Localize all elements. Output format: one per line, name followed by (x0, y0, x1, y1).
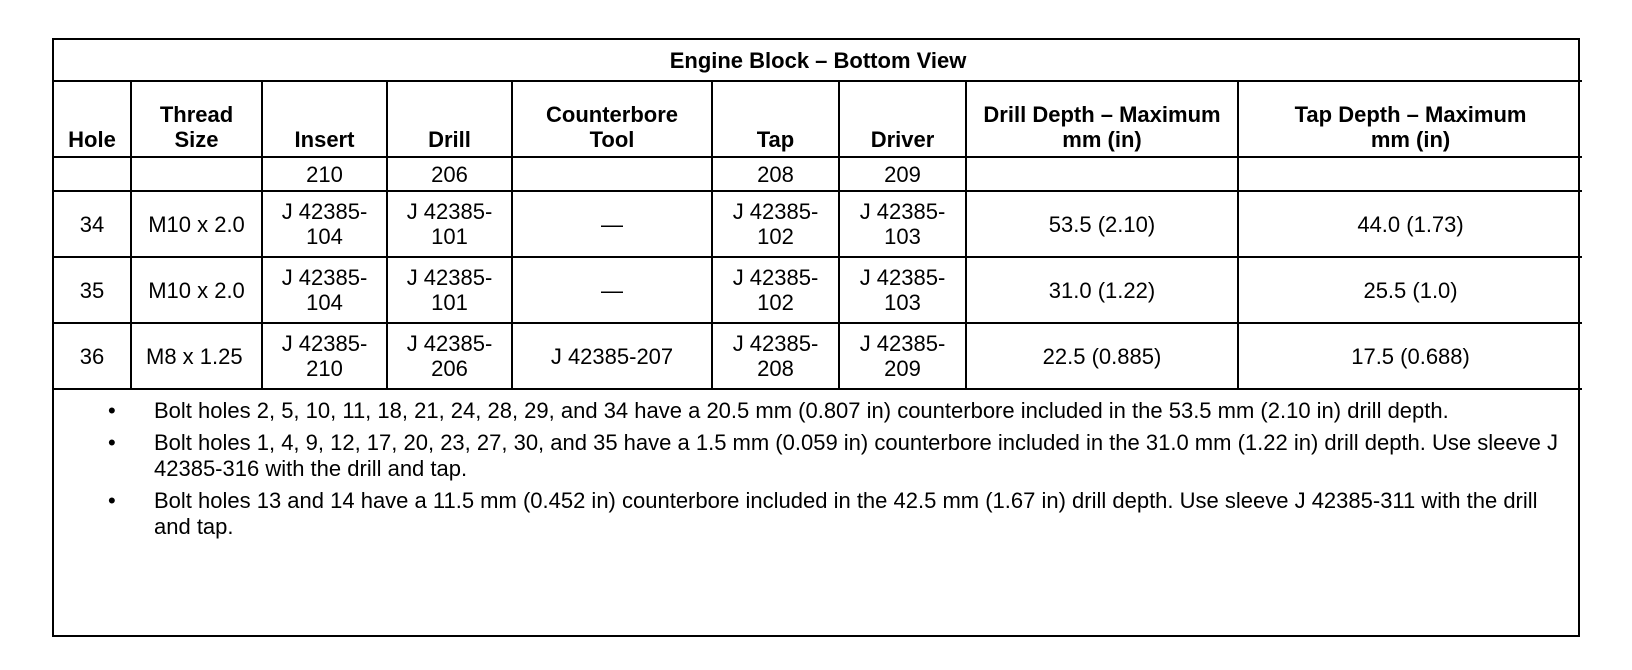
table-cell: 35 (54, 257, 131, 323)
table-cell: 208 (712, 157, 839, 191)
table-cell: J 42385- 209 (839, 323, 966, 389)
table-cell: 210 (262, 157, 387, 191)
table-cell: J 42385- 208 (712, 323, 839, 389)
engine-block-table (54, 40, 1582, 390)
table-cell: 53.5 (2.10) (966, 191, 1238, 257)
table-cell: 206 (387, 157, 512, 191)
table-cell: 36 (54, 323, 131, 389)
table-cell: 34 (54, 191, 131, 257)
table-header-row (54, 81, 1582, 157)
table-cell (966, 157, 1238, 191)
table-cell: J 42385- 210 (262, 323, 387, 389)
spec-document (52, 38, 1580, 637)
bullet-icon: • (108, 488, 116, 513)
table-cell: M8 x 1.25 (131, 323, 262, 389)
table-cell: J 42385- 104 (262, 257, 387, 323)
table-row (54, 323, 1582, 389)
table-row (54, 191, 1582, 257)
note-item (54, 430, 1578, 482)
table-cell: — (512, 191, 712, 257)
notes-list (54, 398, 1578, 540)
table-cell: J 42385- 103 (839, 257, 966, 323)
column-header-driver: Driver (839, 81, 966, 157)
table-row (54, 257, 1582, 323)
table-cell: J 42385- 102 (712, 191, 839, 257)
column-header-counterbore-tool: Counterbore Tool (512, 81, 712, 157)
table-cell: — (512, 257, 712, 323)
table-cell: 44.0 (1.73) (1238, 191, 1582, 257)
table-cell: 31.0 (1.22) (966, 257, 1238, 323)
table-cell: M10 x 2.0 (131, 191, 262, 257)
table-cell: 25.5 (1.0) (1238, 257, 1582, 323)
table-cell: J 42385- 101 (387, 191, 512, 257)
note-item (54, 398, 1578, 424)
table-cell: J 42385- 102 (712, 257, 839, 323)
column-header-tap: Tap (712, 81, 839, 157)
column-header-thread-size: Thread Size (131, 81, 262, 157)
note-text: Bolt holes 1, 4, 9, 12, 17, 20, 23, 27, 30, and 35 have a 1.5 mm (0.059 in) counterbore included in the 31.0 mm (1.22 in) drill depth. Use sleeve J 42385-316 with the drill and tap. (154, 430, 1558, 481)
column-header-tap-depth: Tap Depth – Maximum mm (in) (1238, 81, 1582, 157)
bullet-icon: • (108, 430, 116, 455)
note-text: Bolt holes 13 and 14 have a 11.5 mm (0.452 in) counterbore included in the 42.5 mm (1.67 in) drill depth. Use sleeve J 42385-311 with the drill and tap. (154, 488, 1538, 539)
table-cell: J 42385- 206 (387, 323, 512, 389)
column-header-drill-depth: Drill Depth – Maximum mm (in) (966, 81, 1238, 157)
bullet-icon: • (108, 398, 116, 423)
table-cell: J 42385-207 (512, 323, 712, 389)
table-cell: 209 (839, 157, 966, 191)
table-cell: M10 x 2.0 (131, 257, 262, 323)
column-header-drill: Drill (387, 81, 512, 157)
table-cell: J 42385- 104 (262, 191, 387, 257)
table-title: Engine Block – Bottom View (54, 40, 1582, 81)
note-item (54, 488, 1578, 540)
table-cell (512, 157, 712, 191)
tool-number-row (54, 157, 1582, 191)
table-cell (1238, 157, 1582, 191)
table-cell (54, 157, 131, 191)
column-header-insert: Insert (262, 81, 387, 157)
column-header-hole: Hole (54, 81, 131, 157)
table-cell: J 42385- 103 (839, 191, 966, 257)
table-cell (131, 157, 262, 191)
note-text: Bolt holes 2, 5, 10, 11, 18, 21, 24, 28, 29, and 34 have a 20.5 mm (0.807 in) counterbore included in the 53.5 mm (2.10 in) drill depth. (154, 398, 1449, 423)
table-cell: 22.5 (0.885) (966, 323, 1238, 389)
table-title-row (54, 40, 1582, 81)
table-cell: 17.5 (0.688) (1238, 323, 1582, 389)
table-cell: J 42385- 101 (387, 257, 512, 323)
